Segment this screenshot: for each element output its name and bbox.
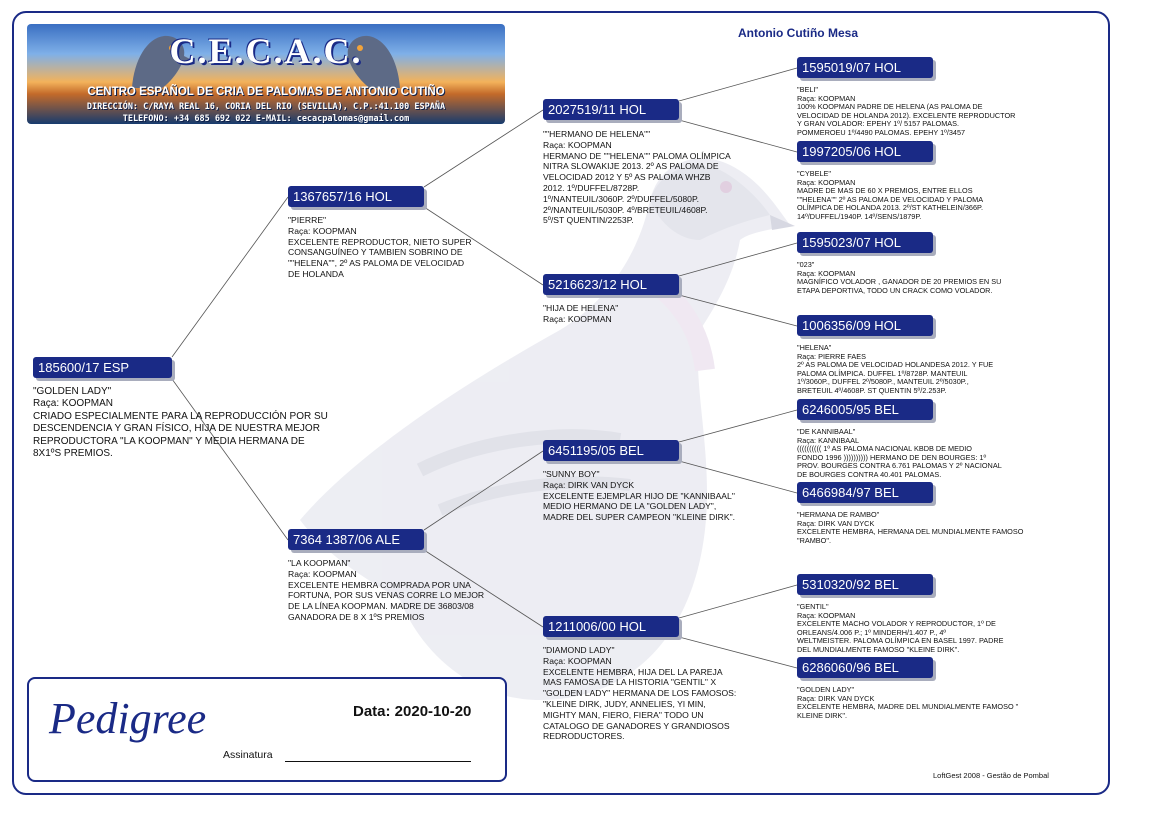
desc-sire: "PIERRE" Raça: KOOPMAN EXCELENTE REPRODUCTOR, NIETO SUPER CONSANGUÍNEO Y TAMBIEN SOBRINO DE ""HELENA"", 2º AS PALOMA DE VELOCIDAD DE HOLANDA xyxy=(288,215,472,279)
desc-dds: "GENTIL" Raça: KOOPMAN EXCELENTE MACHO VOLADOR Y REPRODUCTOR, 1º DE ORLEANS/4.006 P.; 1º MINDERH/1.407 P., 4º WELTMEISTER. PALOMA OLÍMPICA EN BASEL 1997. PADRE DEL MUNDIALMENTE FAMOSO "KLEINE DIRK". xyxy=(797,602,1004,654)
pedigree-footer-box xyxy=(27,677,507,782)
header-contact: TELEFONO: +34 685 692 022 E-MAIL: cecacpalomas@gmail.com xyxy=(122,114,410,124)
desc-dam-dam: "DIAMOND LADY" Raça: KOOPMAN EXCELENTE HEMBRA, HIJA DEL LA PAREJA MAS FAMOSA DE LA HISTORIA "GENTIL" X "GOLDEN LADY" HERMANA DE LOS FAMOSOS: "KLEINE DIRK, JUDY, ANNELIES, YI MIN, MIGHTY MAN, FIERO, FIERA" TODO UN CATALOGO DE GANADORES Y GRANDIOSOS REDRODUCTORES. xyxy=(543,645,737,742)
ring-sdd: 1006356/09 HOL xyxy=(797,315,933,336)
header-banner xyxy=(27,24,505,124)
signature-line xyxy=(285,761,471,762)
ring-ddd: 6286060/96 BEL xyxy=(797,657,933,678)
ring-ssd: 1997205/06 HOL xyxy=(797,141,933,162)
ring-sire: 1367657/16 HOL xyxy=(288,186,424,207)
desc-sds: "023" Raça: KOOPMAN MAGNÍFICO VOLADOR , GANADOR DE 20 PREMIOS EN SU ETAPA DEPORTIVA, TODO UN CRACK COMO VOLADOR. xyxy=(797,260,1002,295)
desc-sire-dam: "HIJA DE HELENA" Raça: KOOPMAN xyxy=(543,303,619,324)
header-address: DIRECCIÓN: C/RAYA REAL 16, CORIA DEL RIO (SEVILLA), C.P.:41.100 ESPAÑA xyxy=(86,102,446,112)
desc-dam-sire: "SUNNY BOY" Raça: DIRK VAN DYCK EXCELENTE EJEMPLAR HIJO DE "KANNIBAAL" MEDIO HERMANO DE LA "GOLDEN LADY", MADRE DEL SUPER CAMPEON "KLEINE DIRK". xyxy=(543,469,736,523)
ring-sds: 1595023/07 HOL xyxy=(797,232,933,253)
ring-dam-dam: 1211006/00 HOL xyxy=(543,616,679,637)
ring-sire-sire: 2027519/11 HOL xyxy=(543,99,679,120)
ring-dsd: 6466984/97 BEL xyxy=(797,482,933,503)
owner-name: Antonio Cutiño Mesa xyxy=(738,26,858,40)
desc-sdd: "HELENA" Raça: PIERRE FAES 2º AS PALOMA DE VELOCIDAD HOLANDESA 2012. Y FUE PALOMA OLÍMPICA. DUFFEL 1º/8728P. MANTEUIL 1º/3060P., DUFFEL 2º/5080P., MANTEUIL 2º/5030P., BRETEUIL 4º/4608P. ST QUENTIN 5º/2.253P. xyxy=(797,343,994,395)
pedigree-date: Data: 2020-10-20 xyxy=(353,703,472,720)
signature-label: Assinatura xyxy=(223,749,273,761)
ring-sss: 1595019/07 HOL xyxy=(797,57,933,78)
desc-dsd: "HERMANA DE RAMBO" Raça: DIRK VAN DYCK EXCELENTE HEMBRA, HERMANA DEL MUNDIALMENTE FAMOSO "RAMBO". xyxy=(797,510,1024,545)
ring-dds: 5310320/92 BEL xyxy=(797,574,933,595)
ring-sire-dam: 5216623/12 HOL xyxy=(543,274,679,295)
header-logo: C.E.C.A.C. xyxy=(169,31,363,71)
ring-subject: 185600/17 ESP xyxy=(33,357,172,378)
ring-dss: 6246005/95 BEL xyxy=(797,399,933,420)
ring-dam-sire: 6451195/05 BEL xyxy=(543,440,679,461)
software-credit: LoftGest 2008 - Gestão de Pombal xyxy=(933,771,1049,780)
header-club-name: CENTRO ESPAÑOL DE CRIA DE PALOMAS DE ANTONIO CUTIÑO xyxy=(87,86,445,98)
pedigree-title: Pedigree xyxy=(49,694,207,743)
desc-dss: "DE KANNIBAAL" Raça: KANNIBAAL (((((((((( 1º AS PALOMA NACIONAL KBDB DE MEDIO FONDO 1996 )))))))))) HERMANO DE DEN BOURGES: 1º PROV. BOURGES CONTRA 6.761 PALOMAS Y 2º NACIONAL DE BOURGES CONTRA 40.401 PALOMAS. xyxy=(797,427,1002,479)
desc-sss: "BELI" Raça: KOOPMAN 100% KOOPMAN PADRE DE HELENA (AS PALOMA DE VELOCIDAD DE HOLANDA 2012). EXCELENTE REPRODUCTOR Y GRAN VOLADOR: EPEHY 1º/ 5157 PALOMAS. POMMEROEU 1º/4490 PALOMAS. EPEHY 1º/3457 xyxy=(797,85,1016,137)
ring-dam: 7364 1387/06 ALE xyxy=(288,529,424,550)
desc-sire-sire: ""HERMANO DE HELENA"" Raça: KOOPMAN HERMANO DE ""HELENA"" PALOMA OLÍMPICA NITRA SLOWAKIJE 2013. 2º AS PALOMA DE VELOCIDAD 2012 Y 5º AS PALOMA WHZB 2012. 1º/DUFFEL/8728P. 1º/NANTEUIL/3060P. 2º/DUFFEL/5080P. 2º/NANTEUIL/5030P. 4º/BRETEUIL/4608P. 5º/ST QUENTIN/2253P. xyxy=(543,129,731,226)
desc-subject: "GOLDEN LADY" Raça: KOOPMAN CRIADO ESPECIALMENTE PARA LA REPRODUCCIÓN POR SU DESCENDENCIA Y GRAN FÍSICO, HIJA DE NUESTRA MEJOR REPRODUCTORA "LA KOOPMAN" Y MEDIA HERMANA DE 8X1ºS PREMIOS. xyxy=(33,386,328,460)
desc-ddd: "GOLDEN LADY" Raça: DIRK VAN DYCK EXCELENTE HEMBRA, MADRE DEL MUNDIALMENTE FAMOSO " KLEINE DIRK". xyxy=(797,685,1019,720)
desc-ssd: "CYBELE" Raça: KOOPMAN MADRE DE MAS DE 60 X PREMIOS, ENTRE ELLOS ""HELENA"" 2º AS PALOMA DE VELOCIDAD Y PALOMA OLÍMPICA DE HOLANDA 2013. 2º/ST KATHELEIN/366P. 14º/DUFFEL/1940P. 14º/SENS/1879P. xyxy=(797,169,984,221)
desc-dam: "LA KOOPMAN" Raça: KOOPMAN EXCELENTE HEMBRA COMPRADA POR UNA FORTUNA, POR SUS VENAS CORRE LO MEJOR DE LA LÍNEA KOOPMAN. MADRE DE 36803/08 GANADORA DE 8 X 1ºS PREMIOS xyxy=(288,558,485,622)
